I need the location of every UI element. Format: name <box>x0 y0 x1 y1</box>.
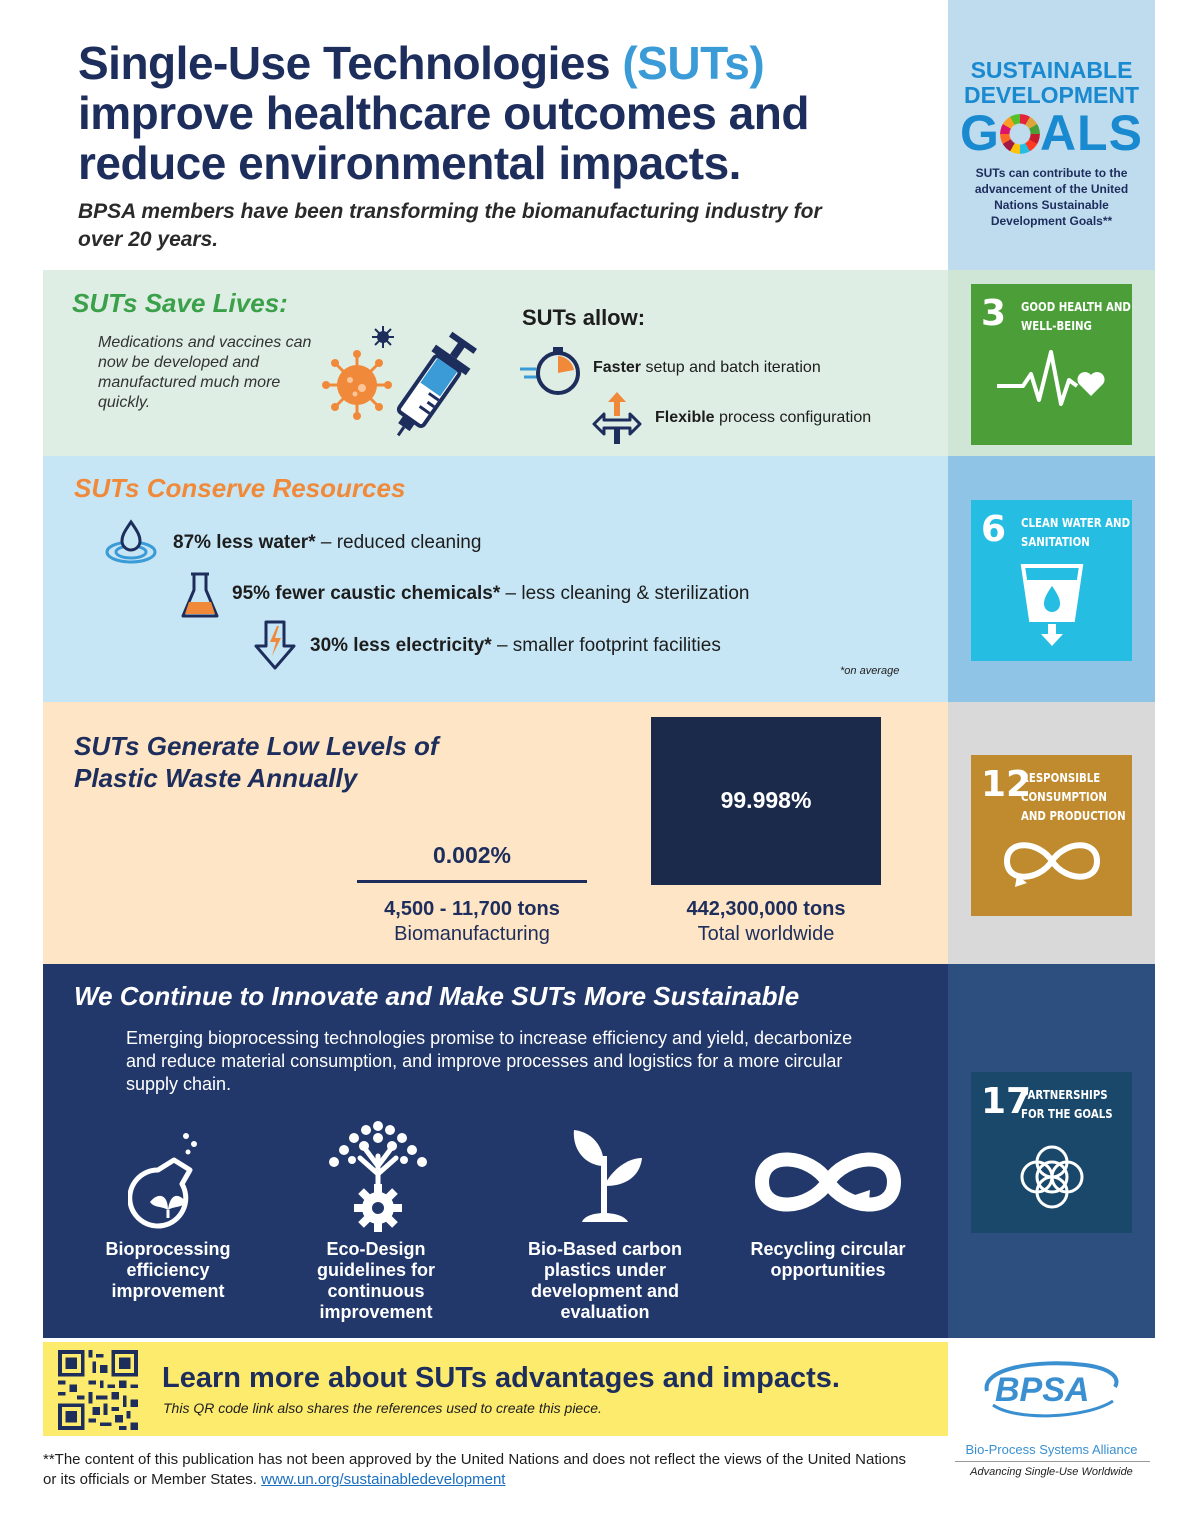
feature-bioprocessing: Bioprocessing efficiency improvement <box>105 1239 231 1301</box>
sdg-goals-g: G <box>960 105 1000 161</box>
resource-chemicals <box>232 583 750 605</box>
sdg-goals-als: ALS <box>1039 105 1143 161</box>
learn-more-subtext: This QR code link also shares the references used to create this piece. <box>163 1400 602 1416</box>
infinity-loop-icon <box>999 831 1105 891</box>
title-highlight: (SUTs) <box>622 37 765 89</box>
goal-number: 6 <box>981 509 1007 550</box>
goal-title: PARTNERSHIPS FOR THE GOALS <box>1021 1088 1113 1121</box>
disclaimer <box>43 1450 923 1490</box>
sdg-wheel-icon <box>1000 114 1040 154</box>
title-text-2: improve healthcare outcomes and reduce environmental impacts. <box>78 87 809 189</box>
goal-number: 12 <box>981 764 1032 805</box>
tons-label: Biomanufacturing <box>394 923 550 945</box>
goal-title: CLEAN WATER AND SANITATION <box>1021 516 1131 549</box>
sdg-goal-12-tile <box>971 755 1132 916</box>
stopwatch-icon <box>518 345 582 397</box>
divider <box>955 1461 1150 1462</box>
resource-bold: 87% less water* <box>173 532 316 553</box>
sdg-logo-text <box>948 58 1155 108</box>
tons-value: 4,500 - 11,700 tons <box>384 898 560 920</box>
flask-sprout-icon <box>128 1130 208 1232</box>
org-name: Bio-Process Systems Alliance <box>965 1442 1138 1457</box>
electricity-down-icon <box>252 620 298 672</box>
resource-bold: 30% less electricity* <box>310 635 492 656</box>
worldwide-tons <box>630 897 902 947</box>
sdg-line-2: DEVELOPMENT <box>963 82 1140 108</box>
goal-title: GOOD HEALTH AND WELL-BEING <box>1021 300 1131 333</box>
waste-heading: SUTs Generate Low Levels of Plastic Waste Annually <box>74 731 439 793</box>
page-title <box>78 38 938 188</box>
sdg-goal-17-tile <box>971 1072 1132 1233</box>
feature-recycling: Recycling circular opportunities <box>750 1239 906 1280</box>
sprout-icon <box>566 1126 644 1224</box>
page-subtitle: BPSA members have been transforming the biomanufacturing industry for over 20 years. <box>78 200 822 251</box>
learn-more-heading[interactable]: Learn more about SUTs advantages and impacts. <box>162 1362 840 1394</box>
sdg-goal-3-tile <box>971 284 1132 445</box>
save-lives-text: Medications and vaccines can now be developed and manufactured much more quickly. <box>98 334 312 411</box>
disclaimer-text: **The content of this publication has not been approved by the United Nations and does not reflect the views of the United Nations or its officials or Member States. <box>43 1451 907 1488</box>
split-arrows-icon <box>590 390 644 446</box>
allow-item-bold: Flexible <box>655 409 715 426</box>
worldwide-percent: 99.998% <box>720 787 812 813</box>
allow-item-faster <box>593 359 821 377</box>
goal-title: RESPONSIBLE CONSUMPTION AND PRODUCTION <box>1021 771 1126 823</box>
org-tagline: Advancing Single-Use Worldwide <box>970 1466 1133 1478</box>
title-text-1: Single-Use Technologies <box>78 37 623 89</box>
allow-item-bold: Faster <box>593 359 642 376</box>
innovate-heading: We Continue to Innovate and Make SUTs More Sustainable <box>74 981 800 1011</box>
sdg-line-1: SUSTAINABLE <box>970 57 1133 83</box>
beaker-icon <box>180 570 220 622</box>
feature-eco-design: Eco-Design guidelines for continuous improvement <box>316 1239 435 1322</box>
goal-number: 3 <box>981 293 1007 334</box>
sdg-description: SUTs can contribute to the advancement of the United Nations Sustainable Development Goals** <box>974 166 1129 228</box>
resource-text: – reduced cleaning <box>315 532 482 553</box>
bpsa-logo[interactable] <box>975 1355 1125 1425</box>
goal-number: 17 <box>981 1081 1032 1122</box>
heartbeat-icon <box>993 344 1113 414</box>
resource-bold: 95% fewer caustic chemicals* <box>232 583 501 604</box>
tons-label: Total worldwide <box>697 923 835 945</box>
resource-water <box>173 532 481 554</box>
tree-gear-icon <box>326 1116 430 1232</box>
allow-item-flexible <box>655 409 871 427</box>
partnership-rings-icon <box>1011 1136 1093 1218</box>
tons-value: 442,300,000 tons <box>686 898 846 920</box>
virus-icon <box>322 350 392 420</box>
un-link[interactable]: www.un.org/sustainabledevelopment <box>261 1471 506 1488</box>
resource-electricity <box>310 635 721 657</box>
allow-heading: SUTs allow: <box>522 305 646 330</box>
innovate-text: Emerging bioprocessing technologies promise to increase efficiency and yield, decarbonize and reduce material consumption, and improve processes and logistics for a more circular supply chain. <box>126 1028 853 1094</box>
allow-item-text: setup and batch iteration <box>641 359 821 376</box>
infinity-recycle-icon <box>748 1142 908 1222</box>
average-footnote: *on average <box>840 665 900 677</box>
bpsa-logo-text: BPSA <box>995 1371 1090 1409</box>
biomanufacturing-tons <box>340 897 604 947</box>
resource-text: – smaller footprint facilities <box>491 635 721 656</box>
biomanufacturing-percent: 0.002% <box>432 842 511 868</box>
syringe-icon <box>385 330 480 445</box>
sdg-goal-6-tile <box>971 500 1132 661</box>
qr-code-icon[interactable] <box>58 1350 138 1430</box>
resource-text: – less cleaning & sterilization <box>500 583 750 604</box>
biomanufacturing-bar <box>357 880 587 883</box>
conserve-heading: SUTs Conserve Resources <box>74 473 406 503</box>
feature-bio-based: Bio-Based carbon plastics under development and evaluation <box>527 1239 683 1322</box>
water-glass-icon <box>1019 562 1085 648</box>
save-lives-heading: SUTs Save Lives: <box>72 288 288 318</box>
sdg-goals-word <box>948 105 1155 161</box>
water-drop-icon <box>104 518 158 568</box>
allow-item-text: process configuration <box>714 409 872 426</box>
